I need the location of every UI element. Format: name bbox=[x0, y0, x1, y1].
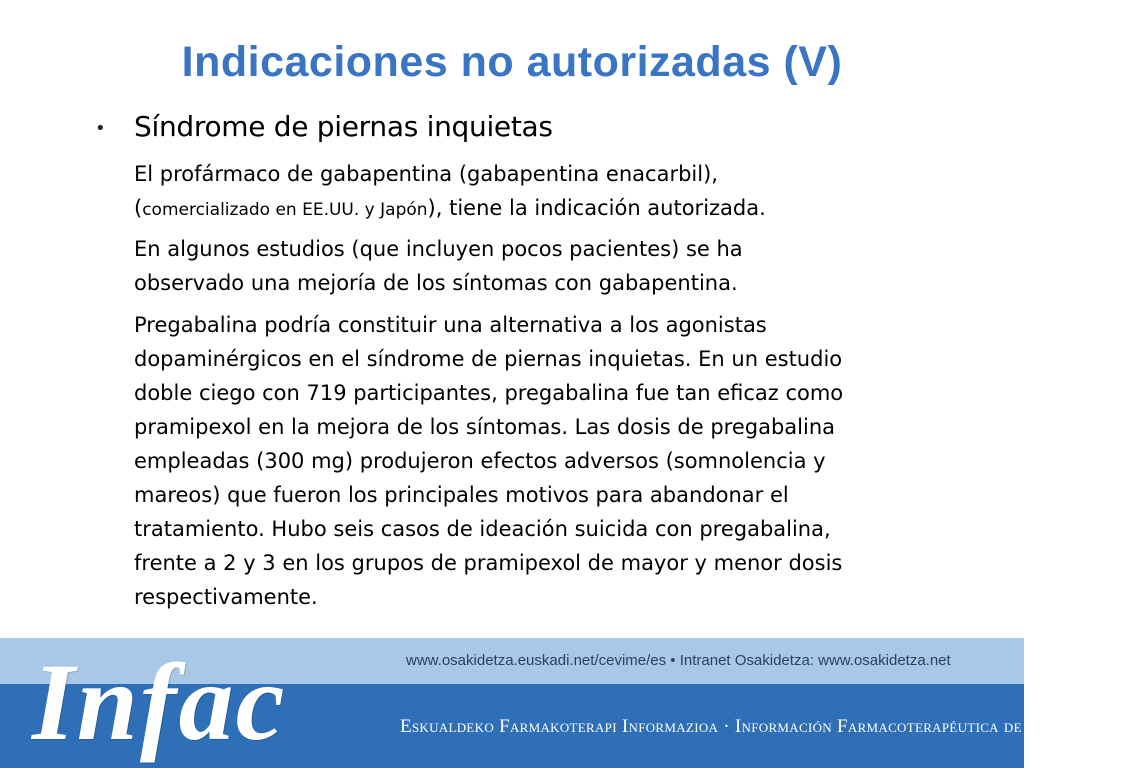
paragraph-1 bbox=[134, 157, 964, 227]
footer-links: www.osakidetza.euskadi.net/cevime/es • Intranet Osakidetza: www.osakidetza.net bbox=[406, 652, 951, 669]
paragraph-3-line-4: pramipexol en la mejora de los síntomas. Las dosis de pregabalina bbox=[134, 415, 836, 439]
paragraph-3-line-1: Pregabalina podría constituir una alternativa a los agonistas bbox=[134, 313, 767, 337]
paragraph-3-line-3: doble ciego con 719 participantes, pregabalina fue tan eficaz como bbox=[134, 381, 844, 405]
paragraph-3-line-6: mareos) que fueron los principales motivos para abandonar el bbox=[134, 483, 789, 507]
paragraph-3 bbox=[134, 308, 964, 614]
paragraph-3-line-7: tratamiento. Hubo seis casos de ideación suicida con pregabalina, bbox=[134, 517, 831, 541]
paragraph-1-line-1: El profármaco de gabapentina (gabapentina enacarbil), bbox=[134, 162, 718, 186]
paragraph-1-line-2 bbox=[134, 191, 964, 227]
footer-tagline: Eskualdeko Farmakoterapi Informazioa · Información Farmacoterapéutica de la Comarca bbox=[400, 716, 1122, 737]
paragraph-1-line-2-rest: ), tiene la indicación autorizada. bbox=[427, 196, 766, 220]
paragraph-3-line-9: respectivamente. bbox=[134, 585, 318, 609]
paragraph-2 bbox=[134, 232, 964, 300]
paragraph-1-small-text: comercializado en EE.UU. y Japón bbox=[142, 200, 428, 220]
paren-open: ( bbox=[134, 196, 143, 220]
paragraph-3-line-2: dopaminérgicos en el síndrome de piernas inquietas. En un estudio bbox=[134, 347, 843, 371]
bullet-heading: Síndrome de piernas inquietas bbox=[134, 110, 553, 143]
paragraph-3-line-8: frente a 2 y 3 en los grupos de pramipexol de mayor y menor dosis bbox=[134, 551, 843, 575]
paragraph-2-line-2: observado una mejoría de los síntomas con gabapentina. bbox=[134, 271, 738, 295]
infac-logo: Infac bbox=[32, 641, 287, 763]
bullet-marker: • bbox=[95, 118, 106, 139]
paragraph-2-line-1: En algunos estudios (que incluyen pocos pacientes) se ha bbox=[134, 237, 743, 261]
paragraph-3-line-5: empleadas (300 mg) produjeron efectos adversos (somnolencia y bbox=[134, 449, 826, 473]
slide-title: Indicaciones no autorizadas (V) bbox=[181, 38, 843, 86]
